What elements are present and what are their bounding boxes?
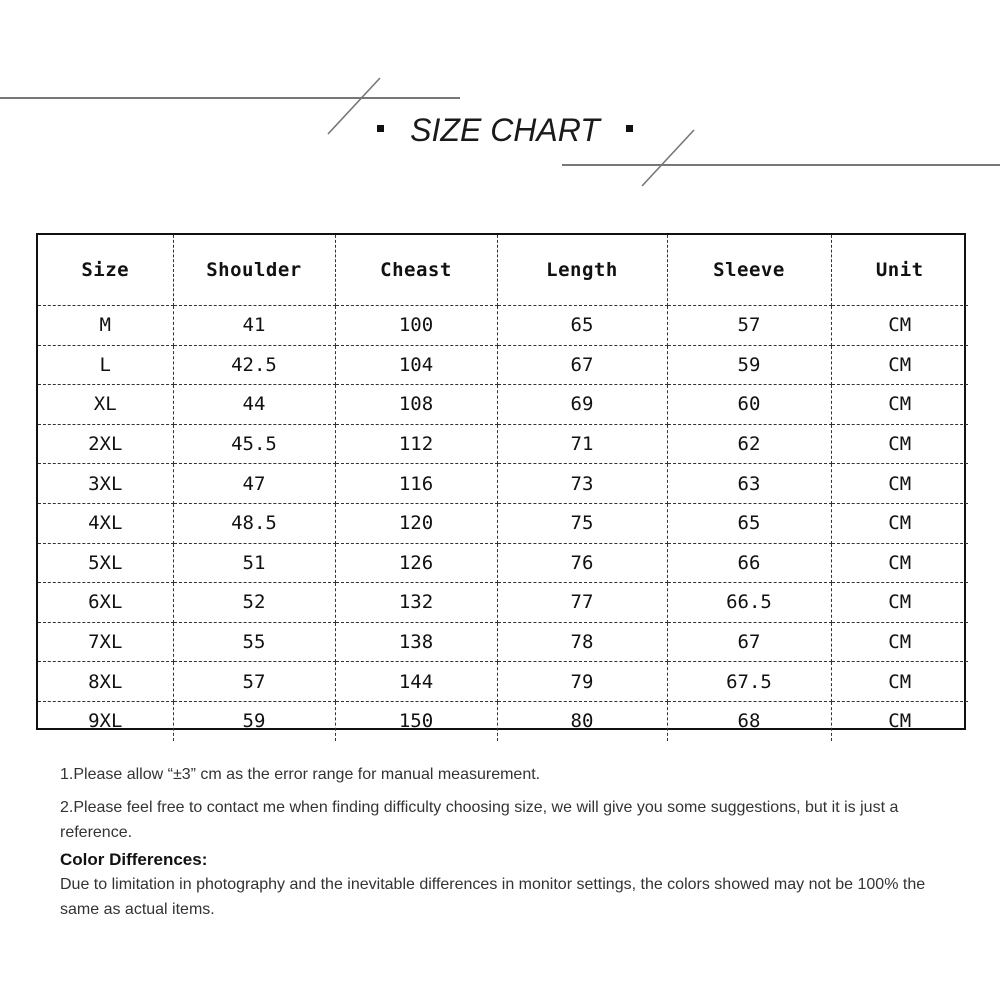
cell-size: L [38, 345, 173, 385]
table-row [38, 385, 968, 425]
header-unit: Unit [831, 235, 968, 306]
cell-length: 77 [497, 583, 667, 623]
cell-shoulder: 59 [173, 701, 335, 740]
cell-sleeve: 66.5 [667, 583, 831, 623]
cell-chest: 126 [335, 543, 497, 583]
cell-sleeve: 62 [667, 424, 831, 464]
page-title [0, 112, 1000, 149]
cell-length: 67 [497, 345, 667, 385]
cell-unit: CM [831, 583, 968, 623]
table-row [38, 622, 968, 662]
note-measurement: 1.Please allow “±3” cm as the error range for manual measurement. [60, 766, 541, 783]
cell-unit: CM [831, 385, 968, 425]
header-length: Length [497, 235, 667, 306]
table-row [38, 503, 968, 543]
cell-length: 78 [497, 622, 667, 662]
table-row [38, 464, 968, 504]
title-bullet-left [377, 125, 384, 132]
header-size: Size [38, 235, 173, 306]
cell-size: 2XL [38, 424, 173, 464]
cell-unit: CM [831, 464, 968, 504]
cell-unit: CM [831, 543, 968, 583]
cell-chest: 138 [335, 622, 497, 662]
cell-length: 65 [497, 306, 667, 346]
cell-size: 5XL [38, 543, 173, 583]
cell-sleeve: 65 [667, 503, 831, 543]
note-contact: 2.Please feel free to contact me when finding difficulty choosing size, we will give you some suggestions, but it is just a reference. [60, 799, 899, 841]
cell-length: 71 [497, 424, 667, 464]
cell-sleeve: 63 [667, 464, 831, 504]
cell-chest: 144 [335, 662, 497, 702]
table-row [38, 306, 968, 346]
cell-size: 3XL [38, 464, 173, 504]
cell-size: 4XL [38, 503, 173, 543]
cell-size: 7XL [38, 622, 173, 662]
cell-size: XL [38, 385, 173, 425]
cell-shoulder: 45.5 [173, 424, 335, 464]
table-body [38, 306, 968, 741]
cell-sleeve: 67 [667, 622, 831, 662]
cell-shoulder: 52 [173, 583, 335, 623]
cell-chest: 100 [335, 306, 497, 346]
color-differences-text: Due to limitation in photography and the inevitable differences in monitor settings, the colors showed may not be 100% the same as actual items. [60, 876, 926, 918]
table-row [38, 701, 968, 740]
cell-shoulder: 57 [173, 662, 335, 702]
table-header-row [38, 235, 968, 306]
cell-sleeve: 68 [667, 701, 831, 740]
cell-shoulder: 42.5 [173, 345, 335, 385]
cell-chest: 120 [335, 503, 497, 543]
cell-shoulder: 47 [173, 464, 335, 504]
page-title-text: SIZE CHART [410, 112, 600, 148]
cell-length: 69 [497, 385, 667, 425]
cell-sleeve: 67.5 [667, 662, 831, 702]
cell-sleeve: 59 [667, 345, 831, 385]
cell-unit: CM [831, 622, 968, 662]
cell-chest: 112 [335, 424, 497, 464]
header-chest: Cheast [335, 235, 497, 306]
cell-length: 79 [497, 662, 667, 702]
cell-unit: CM [831, 424, 968, 464]
table-row [38, 662, 968, 702]
cell-length: 73 [497, 464, 667, 504]
title-bullet-right [626, 125, 633, 132]
cell-unit: CM [831, 345, 968, 385]
header-shoulder: Shoulder [173, 235, 335, 306]
cell-shoulder: 51 [173, 543, 335, 583]
cell-chest: 132 [335, 583, 497, 623]
table-row [38, 543, 968, 583]
cell-shoulder: 41 [173, 306, 335, 346]
color-differences-heading: Color Differences: [60, 850, 208, 869]
cell-unit: CM [831, 306, 968, 346]
header-sleeve: Sleeve [667, 235, 831, 306]
cell-size: 6XL [38, 583, 173, 623]
cell-chest: 150 [335, 701, 497, 740]
table-row [38, 583, 968, 623]
cell-shoulder: 55 [173, 622, 335, 662]
cell-sleeve: 60 [667, 385, 831, 425]
cell-shoulder: 44 [173, 385, 335, 425]
cell-sleeve: 66 [667, 543, 831, 583]
cell-unit: CM [831, 662, 968, 702]
cell-length: 76 [497, 543, 667, 583]
cell-length: 75 [497, 503, 667, 543]
cell-length: 80 [497, 701, 667, 740]
size-table [36, 233, 966, 733]
cell-sleeve: 57 [667, 306, 831, 346]
cell-size: M [38, 306, 173, 346]
cell-chest: 108 [335, 385, 497, 425]
cell-chest: 116 [335, 464, 497, 504]
table-row [38, 424, 968, 464]
cell-size: 8XL [38, 662, 173, 702]
table-row [38, 345, 968, 385]
cell-unit: CM [888, 710, 912, 733]
cell-unit: CM [831, 503, 968, 543]
cell-chest: 104 [335, 345, 497, 385]
cell-shoulder: 48.5 [173, 503, 335, 543]
notes-section [60, 762, 960, 922]
cell-size: 9XL [38, 701, 173, 740]
